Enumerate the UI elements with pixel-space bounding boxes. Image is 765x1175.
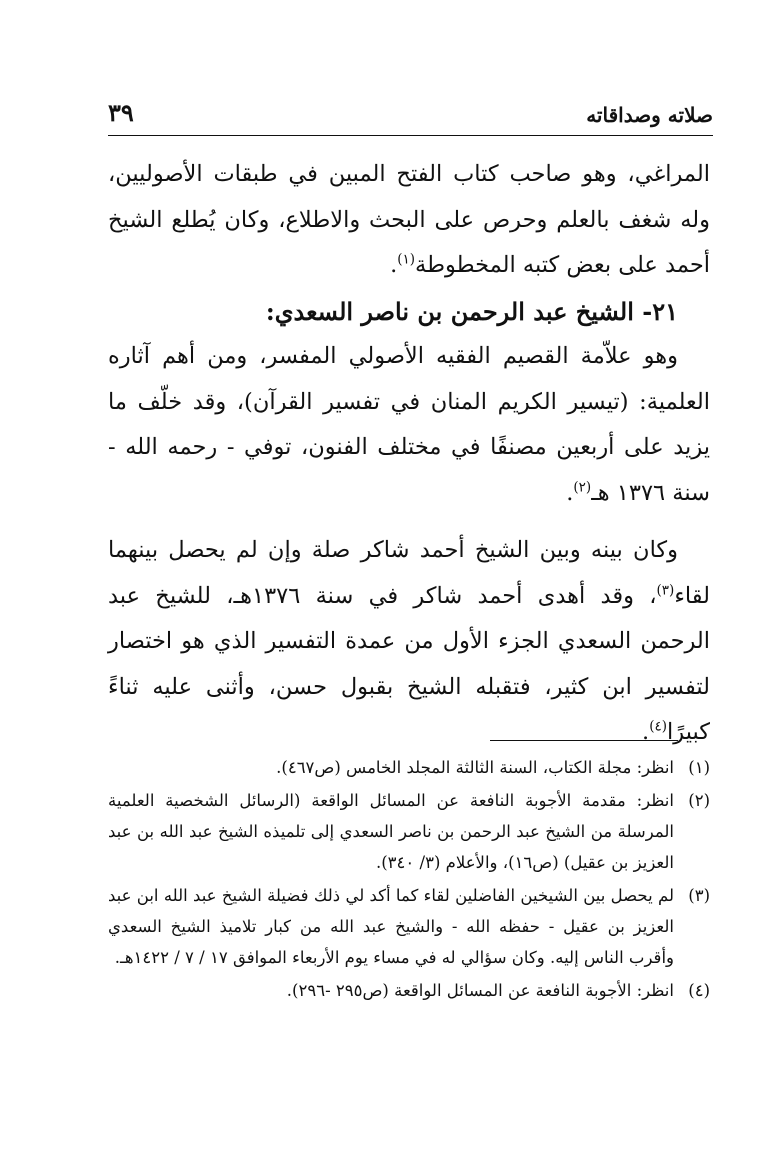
paragraph-1-text: المراغي، وهو صاحب كتاب الفتح المبين في طبقات الأصوليين، وله شغف بالعلم وحرص على البحث والاطلاع، وكان يُطلع الشيخ أحمد على بعض كتبه المخطوطة [108,161,710,278]
footnote-ref-2: (٢) [573,479,592,495]
footnotes [108,752,710,1008]
paragraph-2-end: . [566,479,574,506]
footnote-number: (٣) [688,886,710,905]
paragraph-1 [108,152,710,289]
page-number: ٣٩ [108,98,134,127]
paragraph-3 [108,528,710,756]
footnote-ref-3: (٣) [656,582,675,598]
footnote-text: لم يحصل بين الشيخين الفاضلين لقاء كما أكد لي ذلك فضيلة الشيخ عبد الله ابن عبد العزيز بن عقيل - حفظه الله - والشيخ عبد الله من كبار تلاميذ الشيخ السعدي وأقرب الناس إليه. وكان سؤالي له في مساء يوم الأربعاء الموافق ١٧ / ٧ / ١٤٢٢هـ. [108,886,674,967]
chapter-title: صلاته وصداقاته [586,103,713,127]
paragraph-3-text-a: وكان بينه وبين الشيخ أحمد شاكر صلة وإن لم يحصل بينهما لقاء [108,537,710,609]
footnote [108,880,710,973]
footnote-number: (١) [688,758,710,777]
paragraph-2 [108,334,710,516]
footnote-divider [490,740,678,741]
paragraph-3-end: . [642,719,650,745]
paragraph-2-text: وهو علاّمة القصيم الفقيه الأصولي المفسر، ومن أهم آثاره العلمية: (تيسير الكريم المنان في تفسير القرآن)، وقد خلّف ما يزيد على أربعين مصنفًا في مختلف الفنون، توفي - رحمه الله - سنة ١٣٧٦ هـ [108,343,710,506]
footnote [108,752,710,783]
footnote-text: انظر: الأجوبة النافعة عن المسائل الواقعة (ص٢٩٥ -٢٩٦). [286,981,674,1000]
footnote-number: (٢) [688,791,710,810]
footnote-ref-4: (٤) [649,718,668,735]
footnote-text: انظر: مجلة الكتاب، السنة الثالثة المجلد الخامس (ص٤٦٧). [276,758,674,777]
section-heading: ٢١- الشيخ عبد الرحمن بن ناصر السعدي: [265,296,678,326]
paragraph-3-text-b: ، وقد أهدى أحمد شاكر في سنة ١٣٧٦هـ، للشيخ عبد الرحمن السعدي الجزء الأول من عمدة التفسير الذي هو اختصار لتفسير ابن كثير، فتقبله الشيخ بقبول حسن، وأثنى عليه ثناءً كبيرًا [108,582,710,745]
footnote [108,975,710,1006]
running-header [108,88,713,136]
footnote [108,785,710,878]
footnote-ref-1: (١) [397,251,416,268]
paragraph-1-end: . [390,252,398,278]
footnote-text: انظر: مقدمة الأجوبة النافعة عن المسائل الواقعة (الرسائل الشخصية العلمية المرسلة من الشيخ عبد الرحمن بن ناصر السعدي إلى تلميذه الشيخ عبد الله بن عبد العزيز بن عقيل) (ص١٦)، والأعلام (٣/ ٣٤٠). [108,791,674,872]
main-text [108,152,710,756]
footnote-number: (٤) [688,981,710,1000]
